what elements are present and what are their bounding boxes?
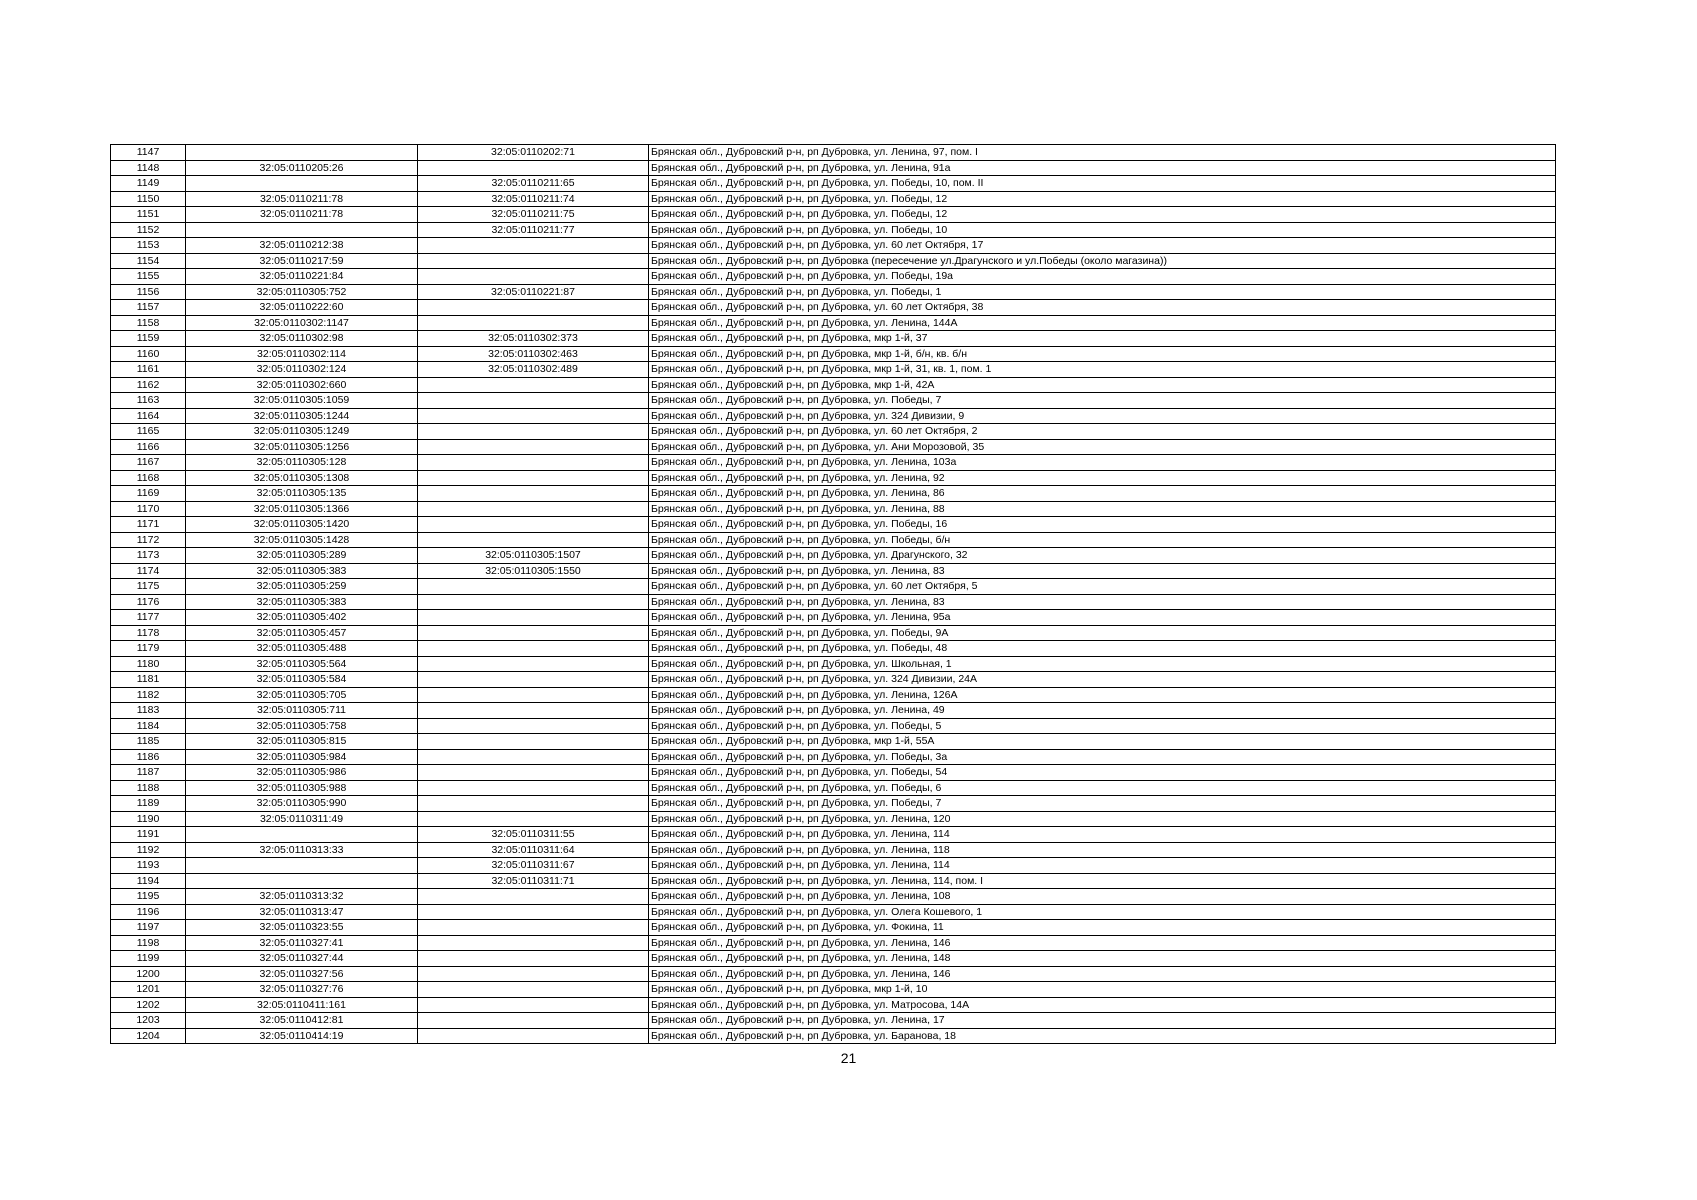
address-cell: Брянская обл., Дубровский р-н, рп Дубровка, ул. Ленина, 91а — [649, 160, 1556, 176]
cadastral-number-cell: 32:05:0110302:114 — [186, 346, 418, 362]
cadastral-number-cell: 32:05:0110305:711 — [186, 703, 418, 719]
related-cadastral-number-cell: 32:05:0110311:64 — [418, 842, 649, 858]
related-cadastral-number-cell — [418, 1028, 649, 1044]
related-cadastral-number-cell — [418, 439, 649, 455]
related-cadastral-number-cell — [418, 966, 649, 982]
address-cell: Брянская обл., Дубровский р-н, рп Дубровка, ул. Победы, б/н — [649, 532, 1556, 548]
related-cadastral-number-cell — [418, 160, 649, 176]
cadastral-number-cell: 32:05:0110305:752 — [186, 284, 418, 300]
row-number-cell: 1166 — [111, 439, 186, 455]
cadastral-number-cell: 32:05:0110305:383 — [186, 594, 418, 610]
table-row — [111, 873, 1556, 889]
table-row — [111, 1013, 1556, 1029]
row-number-cell: 1190 — [111, 811, 186, 827]
cadastral-number-cell — [186, 873, 418, 889]
cadastral-number-cell — [186, 858, 418, 874]
related-cadastral-number-cell — [418, 393, 649, 409]
address-cell: Брянская обл., Дубровский р-н, рп Дубровка, ул. Победы, 19а — [649, 269, 1556, 285]
address-cell: Брянская обл., Дубровский р-н, рп Дубровка, ул. Ленина, 83 — [649, 594, 1556, 610]
table-row — [111, 579, 1556, 595]
table-row — [111, 625, 1556, 641]
cadastral-number-cell: 32:05:0110327:44 — [186, 951, 418, 967]
cadastral-number-cell: 32:05:0110305:758 — [186, 718, 418, 734]
row-number-cell: 1149 — [111, 176, 186, 192]
table-row — [111, 982, 1556, 998]
related-cadastral-number-cell: 32:05:0110311:71 — [418, 873, 649, 889]
row-number-cell: 1193 — [111, 858, 186, 874]
related-cadastral-number-cell: 32:05:0110305:1550 — [418, 563, 649, 579]
row-number-cell: 1170 — [111, 501, 186, 517]
related-cadastral-number-cell — [418, 517, 649, 533]
table-row — [111, 222, 1556, 238]
related-cadastral-number-cell: 32:05:0110302:463 — [418, 346, 649, 362]
cadastral-number-cell: 32:05:0110305:1428 — [186, 532, 418, 548]
related-cadastral-number-cell: 32:05:0110211:74 — [418, 191, 649, 207]
related-cadastral-number-cell — [418, 238, 649, 254]
address-cell: Брянская обл., Дубровский р-н, рп Дубровка, мкр 1-й, 42А — [649, 377, 1556, 393]
cadastral-number-cell: 32:05:0110313:47 — [186, 904, 418, 920]
table-row — [111, 455, 1556, 471]
row-number-cell: 1201 — [111, 982, 186, 998]
row-number-cell: 1182 — [111, 687, 186, 703]
row-number-cell: 1197 — [111, 920, 186, 936]
row-number-cell: 1162 — [111, 377, 186, 393]
row-number-cell: 1158 — [111, 315, 186, 331]
table-row — [111, 796, 1556, 812]
address-cell: Брянская обл., Дубровский р-н, рп Дубровка, ул. Ленина, 95а — [649, 610, 1556, 626]
related-cadastral-number-cell — [418, 780, 649, 796]
cadastral-number-cell: 32:05:0110305:135 — [186, 486, 418, 502]
cadastral-number-cell: 32:05:0110327:76 — [186, 982, 418, 998]
address-cell: Брянская обл., Дубровский р-н, рп Дубровка, ул. Победы, 5 — [649, 718, 1556, 734]
row-number-cell: 1177 — [111, 610, 186, 626]
address-cell: Брянская обл., Дубровский р-н, рп Дубровка, ул. Ленина, 114, пом. I — [649, 873, 1556, 889]
address-cell: Брянская обл., Дубровский р-н, рп Дубровка, ул. Ленина, 114 — [649, 858, 1556, 874]
table-row — [111, 346, 1556, 362]
cadastral-number-cell: 32:05:0110327:41 — [186, 935, 418, 951]
table-row — [111, 191, 1556, 207]
address-cell: Брянская обл., Дубровский р-н, рп Дубровка, ул. Ленина, 86 — [649, 486, 1556, 502]
table-row — [111, 889, 1556, 905]
address-cell: Брянская обл., Дубровский р-н, рп Дубровка, ул. Победы, 10 — [649, 222, 1556, 238]
related-cadastral-number-cell — [418, 982, 649, 998]
table-row — [111, 780, 1556, 796]
table-row — [111, 827, 1556, 843]
table-row — [111, 439, 1556, 455]
related-cadastral-number-cell — [418, 765, 649, 781]
table-row — [111, 858, 1556, 874]
address-cell: Брянская обл., Дубровский р-н, рп Дубровка, ул. Ани Морозовой, 35 — [649, 439, 1556, 455]
table-row — [111, 393, 1556, 409]
table-row — [111, 703, 1556, 719]
related-cadastral-number-cell — [418, 470, 649, 486]
registry-table — [110, 144, 1556, 1044]
cadastral-number-cell: 32:05:0110305:1420 — [186, 517, 418, 533]
address-cell: Брянская обл., Дубровский р-н, рп Дубровка, ул. Победы, 6 — [649, 780, 1556, 796]
address-cell: Брянская обл., Дубровский р-н, рп Дубровка, мкр 1-й, 55А — [649, 734, 1556, 750]
row-number-cell: 1192 — [111, 842, 186, 858]
address-cell: Брянская обл., Дубровский р-н, рп Дубровка, ул. Ленина, 126А — [649, 687, 1556, 703]
row-number-cell: 1172 — [111, 532, 186, 548]
related-cadastral-number-cell — [418, 315, 649, 331]
cadastral-number-cell: 32:05:0110305:1256 — [186, 439, 418, 455]
cadastral-number-cell: 32:05:0110305:1366 — [186, 501, 418, 517]
table-row — [111, 176, 1556, 192]
row-number-cell: 1154 — [111, 253, 186, 269]
row-number-cell: 1171 — [111, 517, 186, 533]
row-number-cell: 1180 — [111, 656, 186, 672]
cadastral-number-cell: 32:05:0110211:78 — [186, 207, 418, 223]
cadastral-number-cell: 32:05:0110212:38 — [186, 238, 418, 254]
cadastral-number-cell: 32:05:0110305:289 — [186, 548, 418, 564]
cadastral-number-cell: 32:05:0110305:984 — [186, 749, 418, 765]
related-cadastral-number-cell — [418, 997, 649, 1013]
related-cadastral-number-cell — [418, 749, 649, 765]
address-cell: Брянская обл., Дубровский р-н, рп Дубровка, ул. 324 Дивизии, 9 — [649, 408, 1556, 424]
row-number-cell: 1176 — [111, 594, 186, 610]
cadastral-number-cell: 32:05:0110302:98 — [186, 331, 418, 347]
related-cadastral-number-cell — [418, 408, 649, 424]
table-row — [111, 269, 1556, 285]
related-cadastral-number-cell — [418, 687, 649, 703]
address-cell: Брянская обл., Дубровский р-н, рп Дубровка, ул. Ленина, 148 — [649, 951, 1556, 967]
address-cell: Брянская обл., Дубровский р-н, рп Дубровка, ул. Победы, 7 — [649, 393, 1556, 409]
related-cadastral-number-cell: 32:05:0110311:67 — [418, 858, 649, 874]
address-cell: Брянская обл., Дубровский р-н, рп Дубровка, ул. 60 лет Октября, 5 — [649, 579, 1556, 595]
address-cell: Брянская обл., Дубровский р-н, рп Дубровка, ул. Победы, 10, пом. II — [649, 176, 1556, 192]
address-cell: Брянская обл., Дубровский р-н, рп Дубровка, ул. Олега Кошевого, 1 — [649, 904, 1556, 920]
cadastral-number-cell: 32:05:0110411:161 — [186, 997, 418, 1013]
related-cadastral-number-cell: 32:05:0110311:55 — [418, 827, 649, 843]
row-number-cell: 1189 — [111, 796, 186, 812]
related-cadastral-number-cell — [418, 501, 649, 517]
row-number-cell: 1179 — [111, 641, 186, 657]
address-cell: Брянская обл., Дубровский р-н, рп Дубровка, ул. Победы, 1 — [649, 284, 1556, 300]
table-row — [111, 904, 1556, 920]
table-row — [111, 532, 1556, 548]
address-cell: Брянская обл., Дубровский р-н, рп Дубровка, ул. 324 Дивизии, 24А — [649, 672, 1556, 688]
row-number-cell: 1161 — [111, 362, 186, 378]
related-cadastral-number-cell — [418, 594, 649, 610]
address-cell: Брянская обл., Дубровский р-н, рп Дубровка, ул. Драгунского, 32 — [649, 548, 1556, 564]
cadastral-number-cell: 32:05:0110305:584 — [186, 672, 418, 688]
related-cadastral-number-cell — [418, 641, 649, 657]
cadastral-number-cell: 32:05:0110305:128 — [186, 455, 418, 471]
table-row — [111, 315, 1556, 331]
related-cadastral-number-cell — [418, 796, 649, 812]
table-row — [111, 734, 1556, 750]
cadastral-number-cell — [186, 176, 418, 192]
related-cadastral-number-cell — [418, 424, 649, 440]
cadastral-number-cell: 32:05:0110305:402 — [186, 610, 418, 626]
table-row — [111, 160, 1556, 176]
table-row — [111, 920, 1556, 936]
address-cell: Брянская обл., Дубровский р-н, рп Дубровка, ул. Ленина, 88 — [649, 501, 1556, 517]
page-number: 21 — [840, 1050, 857, 1066]
row-number-cell: 1169 — [111, 486, 186, 502]
table-row — [111, 935, 1556, 951]
row-number-cell: 1187 — [111, 765, 186, 781]
table-row — [111, 207, 1556, 223]
row-number-cell: 1183 — [111, 703, 186, 719]
cadastral-number-cell: 32:05:0110305:564 — [186, 656, 418, 672]
table-row — [111, 842, 1556, 858]
address-cell: Брянская обл., Дубровский р-н, рп Дубровка, ул. Ленина, 120 — [649, 811, 1556, 827]
cadastral-number-cell: 32:05:0110313:33 — [186, 842, 418, 858]
address-cell: Брянская обл., Дубровский р-н, рп Дубровка (пересечение ул.Драгунского и ул.Победы (около магазина)) — [649, 253, 1556, 269]
table-row — [111, 811, 1556, 827]
address-cell: Брянская обл., Дубровский р-н, рп Дубровка, ул. Ленина, 92 — [649, 470, 1556, 486]
related-cadastral-number-cell — [418, 718, 649, 734]
cadastral-number-cell: 32:05:0110205:26 — [186, 160, 418, 176]
address-cell: Брянская обл., Дубровский р-н, рп Дубровка, ул. Победы, 12 — [649, 207, 1556, 223]
cadastral-number-cell: 32:05:0110221:84 — [186, 269, 418, 285]
address-cell: Брянская обл., Дубровский р-н, рп Дубровка, ул. Ленина, 103а — [649, 455, 1556, 471]
table-row — [111, 377, 1556, 393]
cadastral-number-cell: 32:05:0110211:78 — [186, 191, 418, 207]
related-cadastral-number-cell — [418, 486, 649, 502]
related-cadastral-number-cell — [418, 889, 649, 905]
address-cell: Брянская обл., Дубровский р-н, рп Дубровка, мкр 1-й, 10 — [649, 982, 1556, 998]
table-row — [111, 687, 1556, 703]
related-cadastral-number-cell: 32:05:0110211:77 — [418, 222, 649, 238]
address-cell: Брянская обл., Дубровский р-н, рп Дубровка, ул. Победы, 3а — [649, 749, 1556, 765]
address-cell: Брянская обл., Дубровский р-н, рп Дубровка, ул. Ленина, 17 — [649, 1013, 1556, 1029]
cadastral-number-cell: 32:05:0110222:60 — [186, 300, 418, 316]
table-row — [111, 749, 1556, 765]
address-cell: Брянская обл., Дубровский р-н, рп Дубровка, ул. Ленина, 146 — [649, 966, 1556, 982]
table-row — [111, 331, 1556, 347]
address-cell: Брянская обл., Дубровский р-н, рп Дубровка, ул. 60 лет Октября, 2 — [649, 424, 1556, 440]
row-number-cell: 1178 — [111, 625, 186, 641]
address-cell: Брянская обл., Дубровский р-н, рп Дубровка, ул. Победы, 48 — [649, 641, 1556, 657]
related-cadastral-number-cell — [418, 951, 649, 967]
row-number-cell: 1195 — [111, 889, 186, 905]
cadastral-number-cell: 32:05:0110305:1308 — [186, 470, 418, 486]
cadastral-number-cell: 32:05:0110302:660 — [186, 377, 418, 393]
related-cadastral-number-cell: 32:05:0110211:65 — [418, 176, 649, 192]
address-cell: Брянская обл., Дубровский р-н, рп Дубровка, ул. Победы, 12 — [649, 191, 1556, 207]
table-row — [111, 1028, 1556, 1044]
table-row — [111, 238, 1556, 254]
table-row — [111, 997, 1556, 1013]
cadastral-number-cell — [186, 145, 418, 161]
cadastral-number-cell: 32:05:0110302:1147 — [186, 315, 418, 331]
related-cadastral-number-cell — [418, 253, 649, 269]
row-number-cell: 1152 — [111, 222, 186, 238]
table-row — [111, 470, 1556, 486]
row-number-cell: 1168 — [111, 470, 186, 486]
row-number-cell: 1160 — [111, 346, 186, 362]
address-cell: Брянская обл., Дубровский р-н, рп Дубровка, ул. Ленина, 97, пом. I — [649, 145, 1556, 161]
address-cell: Брянская обл., Дубровский р-н, рп Дубровка, ул. Ленина, 49 — [649, 703, 1556, 719]
cadastral-number-cell: 32:05:0110327:56 — [186, 966, 418, 982]
related-cadastral-number-cell — [418, 904, 649, 920]
address-cell: Брянская обл., Дубровский р-н, рп Дубровка, ул. Ленина, 108 — [649, 889, 1556, 905]
row-number-cell: 1148 — [111, 160, 186, 176]
row-number-cell: 1164 — [111, 408, 186, 424]
row-number-cell: 1174 — [111, 563, 186, 579]
address-cell: Брянская обл., Дубровский р-н, рп Дубровка, ул. Ленина, 118 — [649, 842, 1556, 858]
cadastral-number-cell: 32:05:0110305:815 — [186, 734, 418, 750]
table-row — [111, 145, 1556, 161]
row-number-cell: 1194 — [111, 873, 186, 889]
cadastral-number-cell: 32:05:0110311:49 — [186, 811, 418, 827]
related-cadastral-number-cell — [418, 935, 649, 951]
row-number-cell: 1173 — [111, 548, 186, 564]
table-row — [111, 517, 1556, 533]
row-number-cell: 1167 — [111, 455, 186, 471]
row-number-cell: 1199 — [111, 951, 186, 967]
related-cadastral-number-cell — [418, 703, 649, 719]
address-cell: Брянская обл., Дубровский р-н, рп Дубровка, ул. Ленина, 114 — [649, 827, 1556, 843]
table-row — [111, 408, 1556, 424]
row-number-cell: 1186 — [111, 749, 186, 765]
related-cadastral-number-cell — [418, 579, 649, 595]
address-cell: Брянская обл., Дубровский р-н, рп Дубровка, ул. Баранова, 18 — [649, 1028, 1556, 1044]
registry-table-body — [111, 145, 1556, 1044]
row-number-cell: 1181 — [111, 672, 186, 688]
row-number-cell: 1202 — [111, 997, 186, 1013]
related-cadastral-number-cell: 32:05:0110202:71 — [418, 145, 649, 161]
row-number-cell: 1163 — [111, 393, 186, 409]
table-row — [111, 656, 1556, 672]
related-cadastral-number-cell — [418, 672, 649, 688]
cadastral-number-cell: 32:05:0110302:124 — [186, 362, 418, 378]
related-cadastral-number-cell — [418, 625, 649, 641]
row-number-cell: 1150 — [111, 191, 186, 207]
row-number-cell: 1188 — [111, 780, 186, 796]
table-row — [111, 548, 1556, 564]
address-cell: Брянская обл., Дубровский р-н, рп Дубровка, ул. 60 лет Октября, 38 — [649, 300, 1556, 316]
row-number-cell: 1175 — [111, 579, 186, 595]
cadastral-number-cell: 32:05:0110305:1244 — [186, 408, 418, 424]
row-number-cell: 1196 — [111, 904, 186, 920]
cadastral-number-cell: 32:05:0110305:1249 — [186, 424, 418, 440]
table-row — [111, 486, 1556, 502]
cadastral-number-cell — [186, 827, 418, 843]
row-number-cell: 1200 — [111, 966, 186, 982]
row-number-cell: 1198 — [111, 935, 186, 951]
row-number-cell: 1191 — [111, 827, 186, 843]
address-cell: Брянская обл., Дубровский р-н, рп Дубровка, ул. Школьная, 1 — [649, 656, 1556, 672]
table-row — [111, 966, 1556, 982]
address-cell: Брянская обл., Дубровский р-н, рп Дубровка, ул. Ленина, 83 — [649, 563, 1556, 579]
address-cell: Брянская обл., Дубровский р-н, рп Дубровка, ул. Ленина, 146 — [649, 935, 1556, 951]
table-row — [111, 362, 1556, 378]
address-cell: Брянская обл., Дубровский р-н, рп Дубровка, ул. Победы, 16 — [649, 517, 1556, 533]
table-row — [111, 610, 1556, 626]
table-row — [111, 424, 1556, 440]
address-cell: Брянская обл., Дубровский р-н, рп Дубровка, ул. Победы, 9А — [649, 625, 1556, 641]
related-cadastral-number-cell — [418, 300, 649, 316]
related-cadastral-number-cell — [418, 532, 649, 548]
cadastral-number-cell: 32:05:0110305:259 — [186, 579, 418, 595]
row-number-cell: 1204 — [111, 1028, 186, 1044]
table-row — [111, 563, 1556, 579]
row-number-cell: 1165 — [111, 424, 186, 440]
table-row — [111, 765, 1556, 781]
row-number-cell: 1153 — [111, 238, 186, 254]
table-row — [111, 672, 1556, 688]
address-cell: Брянская обл., Дубровский р-н, рп Дубровка, ул. 60 лет Октября, 17 — [649, 238, 1556, 254]
address-cell: Брянская обл., Дубровский р-н, рп Дубровка, ул. Победы, 54 — [649, 765, 1556, 781]
address-cell: Брянская обл., Дубровский р-н, рп Дубровка, ул. Победы, 7 — [649, 796, 1556, 812]
row-number-cell: 1159 — [111, 331, 186, 347]
related-cadastral-number-cell: 32:05:0110211:75 — [418, 207, 649, 223]
related-cadastral-number-cell — [418, 377, 649, 393]
cadastral-number-cell: 32:05:0110305:488 — [186, 641, 418, 657]
cadastral-number-cell — [186, 222, 418, 238]
related-cadastral-number-cell — [418, 610, 649, 626]
related-cadastral-number-cell: 32:05:0110302:489 — [418, 362, 649, 378]
cadastral-number-cell: 32:05:0110414:19 — [186, 1028, 418, 1044]
cadastral-number-cell: 32:05:0110305:383 — [186, 563, 418, 579]
related-cadastral-number-cell: 32:05:0110305:1507 — [418, 548, 649, 564]
related-cadastral-number-cell — [418, 811, 649, 827]
address-cell: Брянская обл., Дубровский р-н, рп Дубровка, мкр 1-й, 31, кв. 1, пом. 1 — [649, 362, 1556, 378]
cadastral-number-cell: 32:05:0110412:81 — [186, 1013, 418, 1029]
related-cadastral-number-cell — [418, 455, 649, 471]
cadastral-number-cell: 32:05:0110217:59 — [186, 253, 418, 269]
table-row — [111, 951, 1556, 967]
cadastral-number-cell: 32:05:0110305:986 — [186, 765, 418, 781]
row-number-cell: 1151 — [111, 207, 186, 223]
cadastral-number-cell: 32:05:0110305:705 — [186, 687, 418, 703]
row-number-cell: 1156 — [111, 284, 186, 300]
address-cell: Брянская обл., Дубровский р-н, рп Дубровка, мкр 1-й, 37 — [649, 331, 1556, 347]
row-number-cell: 1155 — [111, 269, 186, 285]
cadastral-number-cell: 32:05:0110305:1059 — [186, 393, 418, 409]
related-cadastral-number-cell — [418, 1013, 649, 1029]
row-number-cell: 1203 — [111, 1013, 186, 1029]
address-cell: Брянская обл., Дубровский р-н, рп Дубровка, ул. Ленина, 144А — [649, 315, 1556, 331]
related-cadastral-number-cell — [418, 269, 649, 285]
cadastral-number-cell: 32:05:0110313:32 — [186, 889, 418, 905]
related-cadastral-number-cell — [418, 920, 649, 936]
cadastral-number-cell: 32:05:0110305:988 — [186, 780, 418, 796]
cadastral-number-cell: 32:05:0110323:55 — [186, 920, 418, 936]
related-cadastral-number-cell — [418, 656, 649, 672]
related-cadastral-number-cell: 32:05:0110302:373 — [418, 331, 649, 347]
table-row — [111, 641, 1556, 657]
table-row — [111, 594, 1556, 610]
table-row — [111, 501, 1556, 517]
table-row — [111, 284, 1556, 300]
row-number-cell: 1185 — [111, 734, 186, 750]
address-cell: Брянская обл., Дубровский р-н, рп Дубровка, ул. Фокина, 11 — [649, 920, 1556, 936]
table-row — [111, 300, 1556, 316]
related-cadastral-number-cell — [418, 734, 649, 750]
cadastral-number-cell: 32:05:0110305:457 — [186, 625, 418, 641]
related-cadastral-number-cell: 32:05:0110221:87 — [418, 284, 649, 300]
table-row — [111, 718, 1556, 734]
row-number-cell: 1147 — [111, 145, 186, 161]
address-cell: Брянская обл., Дубровский р-н, рп Дубровка, мкр 1-й, б/н, кв. б/н — [649, 346, 1556, 362]
row-number-cell: 1184 — [111, 718, 186, 734]
cadastral-number-cell: 32:05:0110305:990 — [186, 796, 418, 812]
table-row — [111, 253, 1556, 269]
address-cell: Брянская обл., Дубровский р-н, рп Дубровка, ул. Матросова, 14А — [649, 997, 1556, 1013]
row-number-cell: 1157 — [111, 300, 186, 316]
